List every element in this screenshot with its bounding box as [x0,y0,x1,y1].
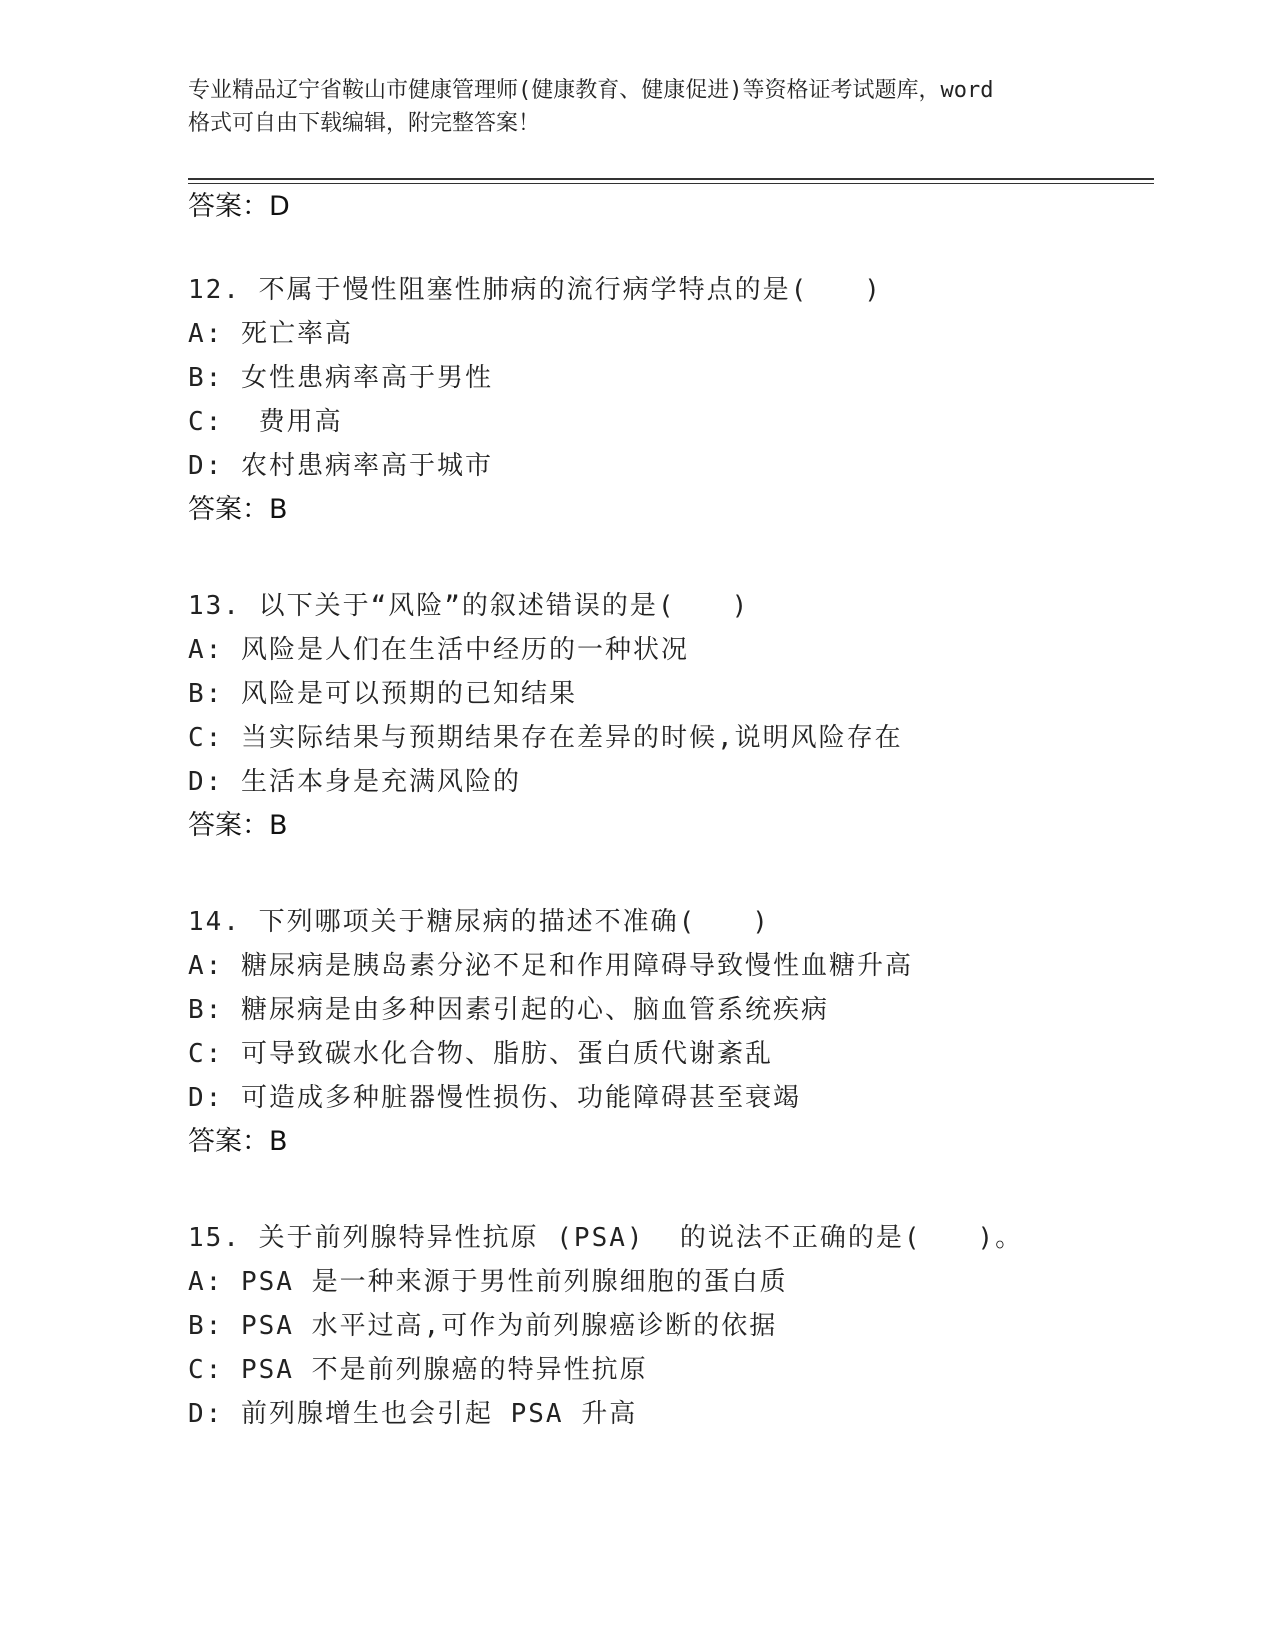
question-13-option-a: A: 风险是人们在生活中经历的一种状况 [188,635,689,665]
answer-prev: 答案：D [188,191,290,222]
question-12-stem: 12. 不属于慢性阻塞性肺病的流行病学特点的是( ) [188,275,882,305]
question-13-option-d: D: 生活本身是充满风险的 [188,767,521,797]
header-line-1: 专业精品辽宁省鞍山市健康管理师(健康教育、健康促进)等资格证考试题库，word [188,78,994,103]
question-15-stem: 15. 关于前列腺特异性抗原 (PSA) 的说法不正确的是( )。 [188,1223,1024,1253]
question-14-stem: 14. 下列哪项关于糖尿病的描述不准确( ) [188,907,770,937]
question-13-option-b: B: 风险是可以预期的已知结果 [188,679,577,709]
question-13-answer: 答案：B [188,810,288,841]
question-14-option-c: C: 可导致碳水化合物、脂肪、蛋白质代谢紊乱 [188,1039,773,1069]
question-13-option-c: C: 当实际结果与预期结果存在差异的时候,说明风险存在 [188,723,903,753]
question-14-option-a: A: 糖尿病是胰岛素分泌不足和作用障碍导致慢性血糖升高 [188,951,913,981]
question-15-option-a: A: PSA 是一种来源于男性前列腺细胞的蛋白质 [188,1267,788,1297]
question-14-option-b: B: 糖尿病是由多种因素引起的心、脑血管系统疾病 [188,995,829,1025]
question-12-option-a: A: 死亡率高 [188,319,353,349]
question-15-option-c: C: PSA 不是前列腺癌的特异性抗原 [188,1355,648,1385]
question-12-option-d: D: 农村患病率高于城市 [188,451,493,481]
question-12-answer: 答案：B [188,494,288,525]
header-line-2: 格式可自由下载编辑，附完整答案！ [188,111,541,136]
question-13-stem: 13. 以下关于“风险”的叙述错误的是( ) [188,591,750,621]
header-rule-thick [188,178,1154,180]
question-14-option-d: D: 可造成多种脏器慢性损伤、功能障碍甚至衰竭 [188,1083,801,1113]
question-15-option-b: B: PSA 水平过高,可作为前列腺癌诊断的依据 [188,1311,778,1341]
question-15-option-d: D: 前列腺增生也会引起 PSA 升高 [188,1399,638,1429]
document-header [188,74,1088,140]
question-12-option-b: B: 女性患病率高于男性 [188,363,493,393]
question-12-option-c: C: 费用高 [188,407,343,437]
question-14-answer: 答案：B [188,1126,288,1157]
header-rule-thin [188,183,1154,184]
